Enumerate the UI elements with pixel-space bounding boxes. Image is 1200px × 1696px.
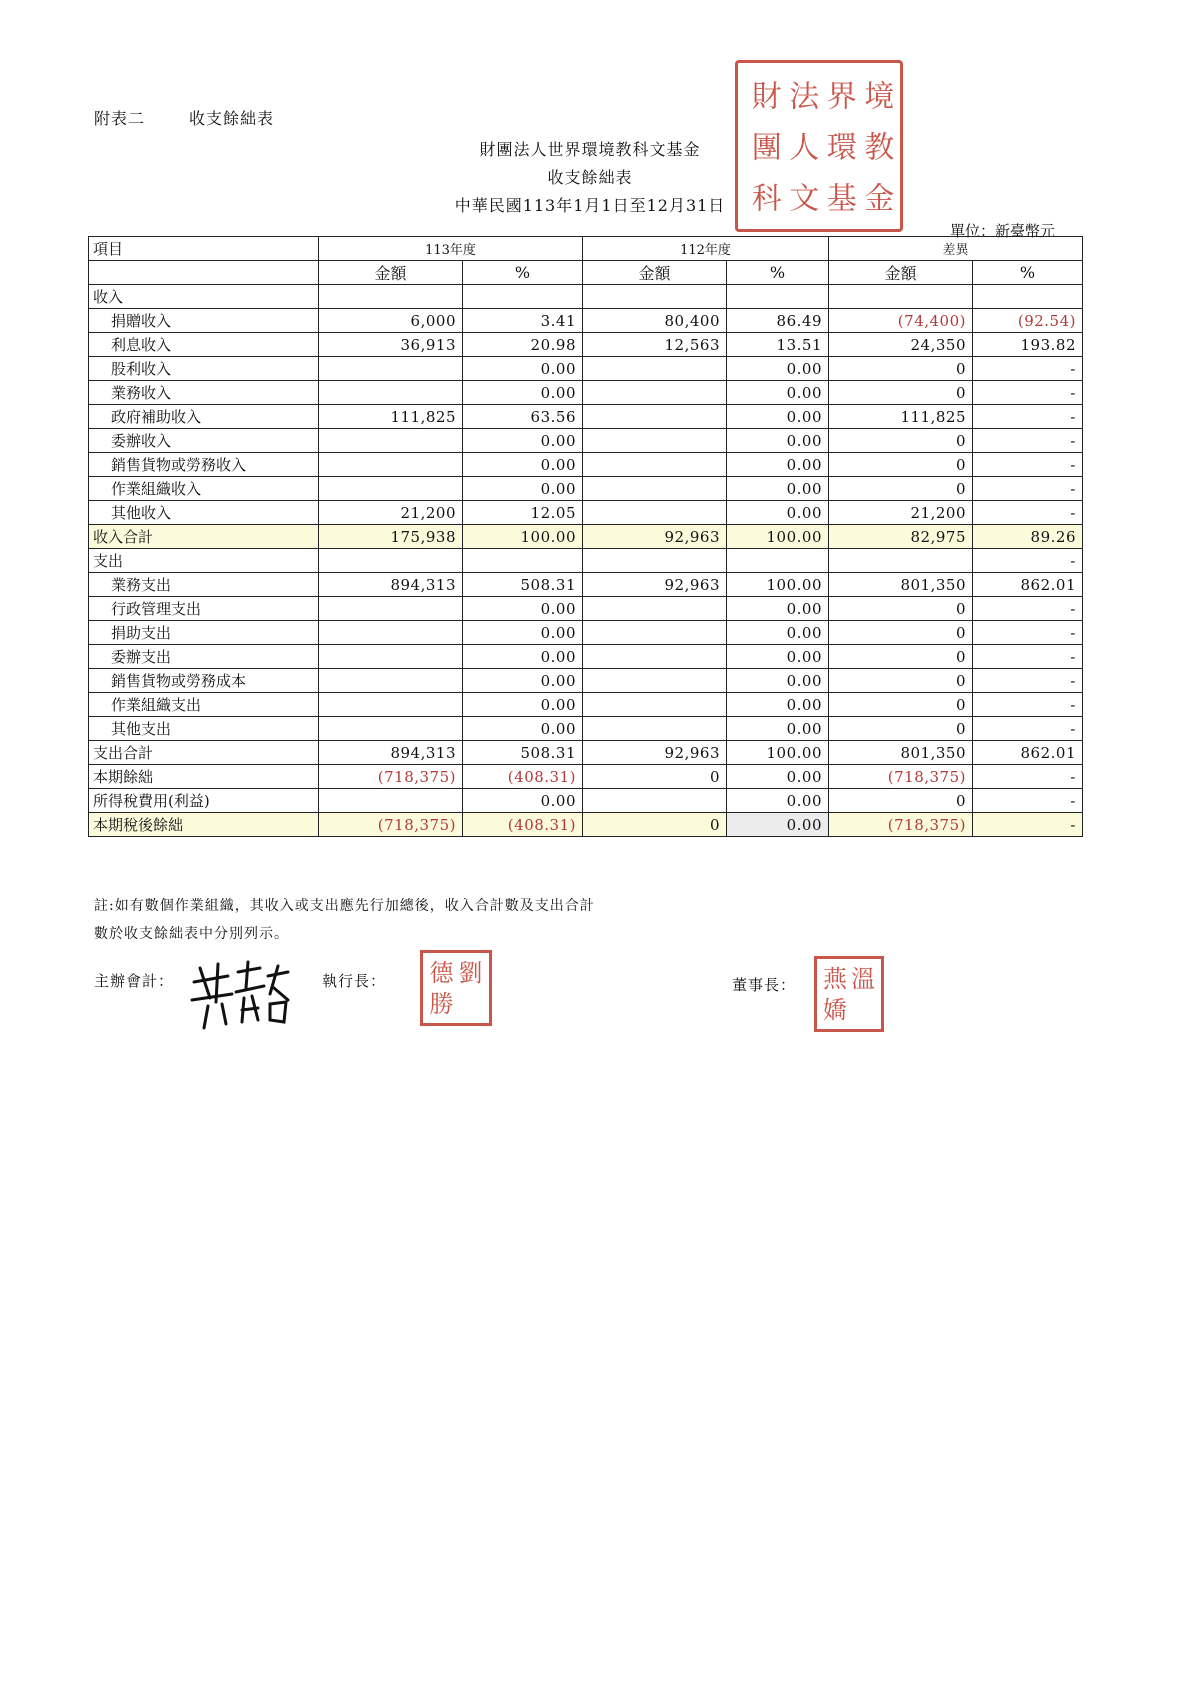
table-row: [89, 333, 1083, 357]
footnote-line: 數於收支餘絀表中分別列示。: [94, 926, 289, 942]
table-cell: 862.01: [973, 573, 1083, 597]
row-label: 作業組織收入: [89, 477, 319, 501]
report-name: 收支餘絀表: [547, 168, 633, 187]
table-cell: 21,200: [829, 501, 973, 525]
table-cell: [319, 693, 463, 717]
table-cell: [583, 621, 727, 645]
table-cell: 0.00: [727, 453, 829, 477]
table-row: [89, 669, 1083, 693]
table-cell: [727, 285, 829, 309]
table-cell: 0: [829, 789, 973, 813]
table-cell: -: [973, 381, 1083, 405]
table-cell: [829, 549, 973, 573]
report-period: 中華民國113年1月1日至12月31日: [454, 196, 726, 215]
table-cell: 92,963: [583, 525, 727, 549]
table-cell: 175,938: [319, 525, 463, 549]
income-statement-table: [88, 236, 1083, 837]
table-row: [89, 453, 1083, 477]
row-label: 委辦收入: [89, 429, 319, 453]
ceo-seal: 德 劉 勝: [420, 950, 492, 1026]
unit-label: 單位：新臺幣元: [950, 222, 1056, 240]
row-label: 利息收入: [89, 333, 319, 357]
org-name: 財團法人世界環境教科文基金: [479, 140, 701, 159]
sub-header: %: [727, 261, 829, 285]
table-row: [89, 525, 1083, 549]
table-cell: -: [973, 501, 1083, 525]
table-cell: [319, 549, 463, 573]
row-label: 所得稅費用(利益): [89, 789, 319, 813]
table-row: [89, 813, 1083, 837]
table-cell: -: [973, 789, 1083, 813]
row-label: 委辦支出: [89, 645, 319, 669]
table-row: [89, 357, 1083, 381]
table-row: [89, 789, 1083, 813]
table-row: [89, 573, 1083, 597]
row-label: 捐贈收入: [89, 309, 319, 333]
table-cell: 0.00: [727, 789, 829, 813]
row-label: 捐助支出: [89, 621, 319, 645]
table-cell: 12.05: [463, 501, 583, 525]
table-cell: [319, 477, 463, 501]
item-header: 項目: [89, 237, 319, 261]
table-row: [89, 309, 1083, 333]
table-cell: 92,963: [583, 573, 727, 597]
table-cell: [829, 285, 973, 309]
table-cell: (74,400): [829, 309, 973, 333]
row-label: 業務收入: [89, 381, 319, 405]
sub-header: 金額: [829, 261, 973, 285]
table-cell: (718,375): [829, 813, 973, 837]
table-cell: [583, 285, 727, 309]
attachment-title: 收支餘絀表: [189, 109, 275, 128]
table-cell: 63.56: [463, 405, 583, 429]
table-cell: [583, 597, 727, 621]
sub-header: %: [463, 261, 583, 285]
chair-seal: 燕 溫 嬌: [814, 956, 884, 1032]
attachment-number: 附表二: [94, 109, 146, 128]
row-label: 其他支出: [89, 717, 319, 741]
table-cell: (92.54): [973, 309, 1083, 333]
table-cell: -: [973, 477, 1083, 501]
table-cell: 0.00: [727, 405, 829, 429]
table-row: [89, 501, 1083, 525]
table-cell: [319, 381, 463, 405]
table-cell: 0: [829, 669, 973, 693]
table-cell: 89.26: [973, 525, 1083, 549]
table-cell: 0.00: [727, 669, 829, 693]
sub-header: 金額: [319, 261, 463, 285]
table-cell: [727, 549, 829, 573]
table-row: [89, 741, 1083, 765]
table-cell: 100.00: [727, 573, 829, 597]
table-cell: [583, 357, 727, 381]
table-cell: 0: [829, 621, 973, 645]
table-cell: 862.01: [973, 741, 1083, 765]
table-cell: -: [973, 621, 1083, 645]
table-cell: 193.82: [973, 333, 1083, 357]
table-cell: [583, 429, 727, 453]
table-cell: 92,963: [583, 741, 727, 765]
table-cell: 0.00: [727, 645, 829, 669]
table-cell: -: [973, 669, 1083, 693]
sub-header: %: [973, 261, 1083, 285]
row-label: 收入合計: [89, 525, 319, 549]
table-cell: -: [973, 813, 1083, 837]
table-cell: -: [973, 717, 1083, 741]
table-cell: [583, 669, 727, 693]
table-cell: 894,313: [319, 573, 463, 597]
table-cell: (718,375): [319, 813, 463, 837]
table-cell: [583, 645, 727, 669]
year-113-header: 113年度: [319, 237, 583, 261]
table-cell: 0.00: [727, 717, 829, 741]
table-cell: 0.00: [727, 765, 829, 789]
accountant-signature: [188, 958, 292, 1030]
table-cell: 0.00: [727, 477, 829, 501]
row-label: 支出: [89, 549, 319, 573]
table-cell: [583, 717, 727, 741]
table-cell: 0.00: [463, 789, 583, 813]
table-cell: -: [973, 693, 1083, 717]
table-cell: 0: [829, 597, 973, 621]
table-cell: 894,313: [319, 741, 463, 765]
table-row: [89, 381, 1083, 405]
table-cell: 0.00: [727, 501, 829, 525]
row-label: 股利收入: [89, 357, 319, 381]
header-row-years: [89, 237, 1083, 261]
table-cell: [319, 285, 463, 309]
table-cell: -: [973, 645, 1083, 669]
sub-header: 金額: [583, 261, 727, 285]
table-row: [89, 645, 1083, 669]
table-cell: [583, 501, 727, 525]
table-cell: -: [973, 597, 1083, 621]
attachment-heading: [94, 106, 318, 129]
table-cell: 801,350: [829, 741, 973, 765]
table-row: [89, 549, 1083, 573]
table-cell: 100.00: [727, 525, 829, 549]
blank-cell: [89, 261, 319, 285]
table-cell: 508.31: [463, 573, 583, 597]
table-cell: 0: [829, 429, 973, 453]
row-label: 政府補助收入: [89, 405, 319, 429]
table-cell: 0.00: [463, 597, 583, 621]
table-cell: 24,350: [829, 333, 973, 357]
table-cell: 0.00: [463, 621, 583, 645]
table-cell: 0.00: [727, 381, 829, 405]
table-cell: 0.00: [463, 669, 583, 693]
table-cell: 0: [829, 717, 973, 741]
table-cell: 6,000: [319, 309, 463, 333]
table-cell: 100.00: [463, 525, 583, 549]
table-cell: 0: [829, 645, 973, 669]
table-cell: -: [973, 405, 1083, 429]
table-cell: [319, 453, 463, 477]
accountant-label: 主辦會計：: [94, 972, 175, 990]
table-cell: [583, 693, 727, 717]
row-label: 銷售貨物或勞務成本: [89, 669, 319, 693]
table-cell: 0.00: [727, 621, 829, 645]
table-cell: [973, 285, 1083, 309]
row-label: 收入: [89, 285, 319, 309]
table-cell: 0.00: [463, 477, 583, 501]
chair-label: 董事長：: [732, 976, 797, 994]
table-cell: (408.31): [463, 813, 583, 837]
table-cell: 0.00: [727, 597, 829, 621]
report-titles: [420, 136, 760, 220]
row-label: 其他收入: [89, 501, 319, 525]
table-cell: 0.00: [463, 717, 583, 741]
table-cell: -: [973, 765, 1083, 789]
table-cell: -: [973, 357, 1083, 381]
table-cell: (718,375): [319, 765, 463, 789]
table-row: [89, 405, 1083, 429]
table-cell: 0: [583, 813, 727, 837]
footnote: [94, 892, 595, 948]
table-cell: [583, 789, 727, 813]
table-cell: [319, 357, 463, 381]
table-cell: (718,375): [829, 765, 973, 789]
table-cell: 0.00: [463, 381, 583, 405]
table-cell: [463, 549, 583, 573]
table-cell: 0.00: [463, 693, 583, 717]
row-label: 銷售貨物或勞務收入: [89, 453, 319, 477]
table-cell: [583, 405, 727, 429]
foundation-seal: 財 法 界 境 團 人 環 教 科 文 基 金: [735, 60, 903, 232]
table-cell: [583, 381, 727, 405]
table-cell: 0.00: [727, 429, 829, 453]
table-cell: 13.51: [727, 333, 829, 357]
table-cell: [319, 717, 463, 741]
table-row: [89, 597, 1083, 621]
table-cell: [583, 453, 727, 477]
table-cell: [319, 645, 463, 669]
table-cell: [463, 285, 583, 309]
table-cell: 100.00: [727, 741, 829, 765]
table-cell: 0.00: [463, 453, 583, 477]
table-row: [89, 477, 1083, 501]
table-cell: 0: [829, 381, 973, 405]
table-cell: 20.98: [463, 333, 583, 357]
table-row: [89, 693, 1083, 717]
header-row-subs: [89, 261, 1083, 285]
table-cell: [319, 669, 463, 693]
table-cell: 0: [829, 693, 973, 717]
table-row: [89, 285, 1083, 309]
table-cell: 0: [583, 765, 727, 789]
table-cell: [319, 621, 463, 645]
table-cell: 0: [829, 453, 973, 477]
table-row: [89, 429, 1083, 453]
table-cell: 0.00: [463, 429, 583, 453]
table-cell: 508.31: [463, 741, 583, 765]
table-row: [89, 621, 1083, 645]
ceo-label: 執行長：: [322, 972, 387, 990]
footnote-line: 註:如有數個作業組織，其收入或支出應先行加總後，收入合計數及支出合計: [94, 898, 595, 914]
table-cell: 21,200: [319, 501, 463, 525]
table-cell: [319, 429, 463, 453]
table-cell: (408.31): [463, 765, 583, 789]
table-cell: 0.00: [463, 645, 583, 669]
table-cell: 36,913: [319, 333, 463, 357]
row-label: 業務支出: [89, 573, 319, 597]
table-cell: 86.49: [727, 309, 829, 333]
table-cell: [319, 789, 463, 813]
table-cell: 82,975: [829, 525, 973, 549]
row-label: 本期餘絀: [89, 765, 319, 789]
table-cell: 0.00: [727, 357, 829, 381]
table-cell: 12,563: [583, 333, 727, 357]
row-label: 本期稅後餘絀: [89, 813, 319, 837]
table-cell: 0: [829, 357, 973, 381]
difference-header: 差異: [829, 237, 1083, 261]
table-cell: [583, 549, 727, 573]
table-cell: [319, 597, 463, 621]
table-cell: 0: [829, 477, 973, 501]
row-label: 支出合計: [89, 741, 319, 765]
row-label: 行政管理支出: [89, 597, 319, 621]
table-cell: 0.00: [727, 813, 829, 837]
table-cell: -: [973, 429, 1083, 453]
table-cell: 801,350: [829, 573, 973, 597]
year-112-header: 112年度: [583, 237, 829, 261]
table-row: [89, 717, 1083, 741]
table-cell: 0.00: [727, 693, 829, 717]
table-cell: 111,825: [829, 405, 973, 429]
table-cell: [583, 477, 727, 501]
table-cell: 80,400: [583, 309, 727, 333]
table-cell: 0.00: [463, 357, 583, 381]
table-cell: 3.41: [463, 309, 583, 333]
table-cell: -: [973, 549, 1083, 573]
table-cell: 111,825: [319, 405, 463, 429]
table-cell: -: [973, 453, 1083, 477]
row-label: 作業組織支出: [89, 693, 319, 717]
table-row: [89, 765, 1083, 789]
